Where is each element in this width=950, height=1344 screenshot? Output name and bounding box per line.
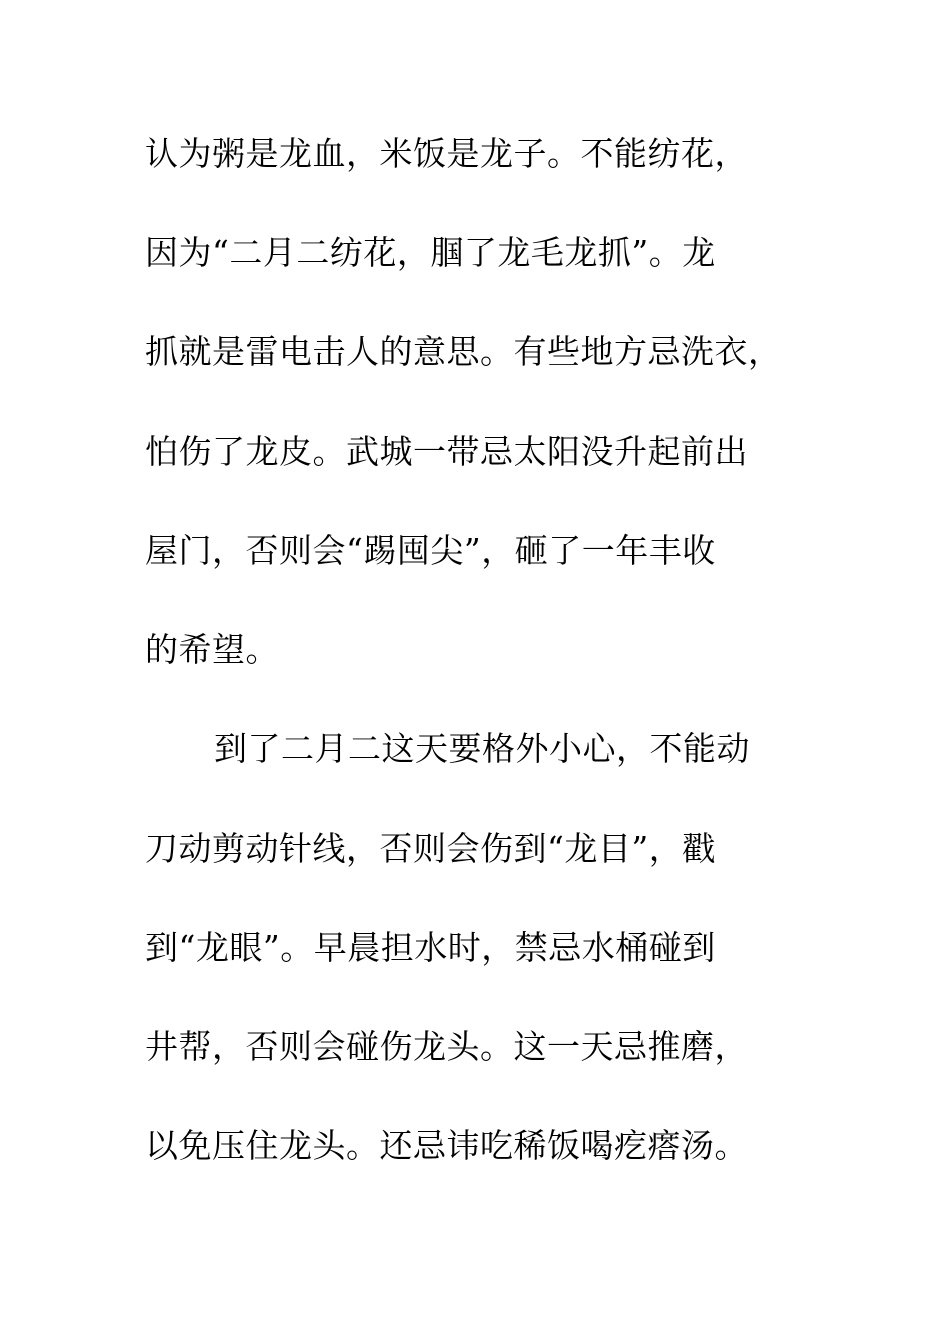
paragraph-line-5: 屋门，否则会“踢囤尖”，砸了一年丰收	[145, 531, 716, 570]
paragraph-line-1: 认为粥是龙血，米饭是龙子。不能纺花，	[145, 134, 748, 173]
paragraph-line-6: 的希望。	[145, 630, 279, 669]
paragraph-line-3: 抓就是雷电击人的意思。有些地方忌洗衣，	[145, 332, 782, 371]
paragraph-line-10: 井帮，否则会碰伤龙头。这一天忌推磨，	[145, 1027, 748, 1066]
paragraph-line-2: 因为“二月二纺花，腘了龙毛龙抓”。龙	[145, 233, 716, 272]
paragraph-line-4: 怕伤了龙皮。武城一带忌太阳没升起前出	[145, 432, 748, 471]
paragraph-line-7: 到了二月二这天要格外小心，不能动	[214, 729, 750, 768]
paragraph-line-8: 刀动剪动针线，否则会伤到“龙目”，戳	[145, 829, 716, 868]
paragraph-line-9: 到“龙眼”。早晨担水时，禁忌水桶碰到	[145, 928, 716, 967]
paragraph-line-11: 以免压住龙头。还忌讳吃稀饭喝疙瘩汤。	[145, 1126, 748, 1165]
